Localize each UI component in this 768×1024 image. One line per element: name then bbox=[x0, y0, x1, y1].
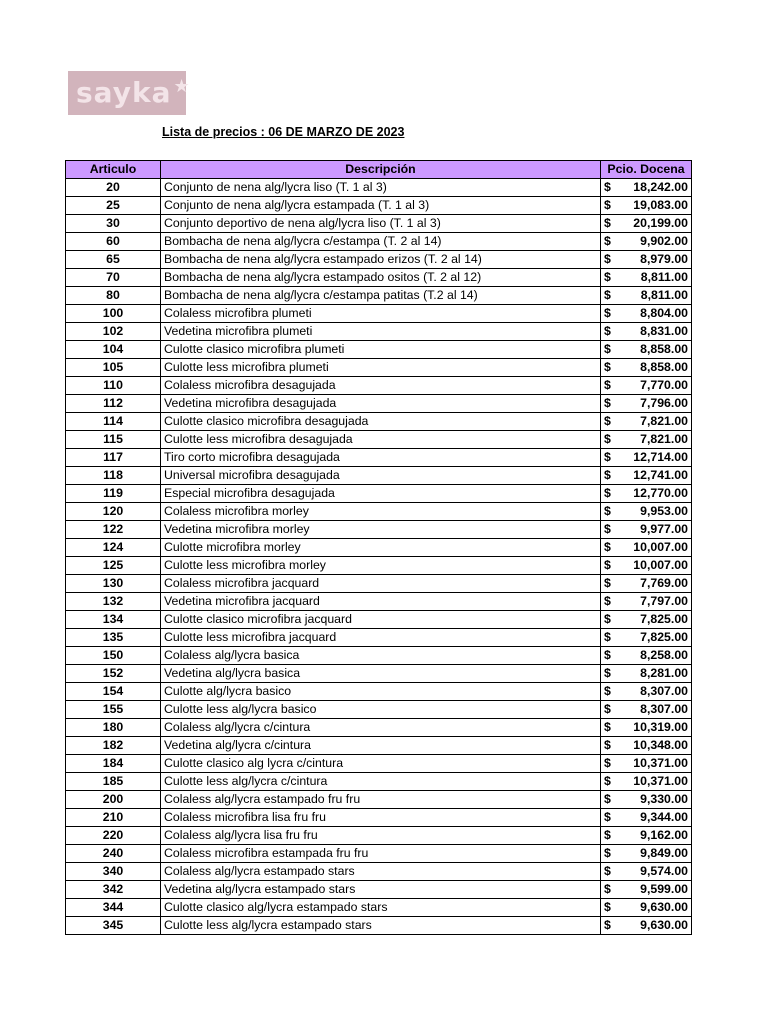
article-cell: 100 bbox=[66, 305, 161, 323]
star-icon: ★ bbox=[173, 75, 190, 96]
article-cell: 60 bbox=[66, 233, 161, 251]
table-row bbox=[66, 719, 692, 737]
article-cell: 80 bbox=[66, 287, 161, 305]
price-cell bbox=[601, 467, 692, 485]
currency-symbol: $ bbox=[604, 882, 611, 896]
price-amount: 8,831.00 bbox=[640, 324, 688, 338]
price-table bbox=[65, 160, 692, 935]
table-row bbox=[66, 467, 692, 485]
table-row bbox=[66, 413, 692, 431]
brand-logo bbox=[68, 71, 190, 115]
currency-symbol: $ bbox=[604, 918, 611, 932]
price-amount: 12,741.00 bbox=[633, 468, 688, 482]
table-row bbox=[66, 539, 692, 557]
price-cell bbox=[601, 683, 692, 701]
table-row bbox=[66, 179, 692, 197]
price-cell bbox=[601, 719, 692, 737]
currency-symbol: $ bbox=[604, 450, 611, 464]
currency-symbol: $ bbox=[604, 360, 611, 374]
article-cell: 25 bbox=[66, 197, 161, 215]
article-cell: 130 bbox=[66, 575, 161, 593]
price-cell bbox=[601, 431, 692, 449]
table-body bbox=[66, 179, 692, 935]
article-cell: 240 bbox=[66, 845, 161, 863]
price-cell bbox=[601, 665, 692, 683]
description-cell: Colaless alg/lycra estampado stars bbox=[161, 863, 601, 881]
article-cell: 344 bbox=[66, 899, 161, 917]
price-cell bbox=[601, 737, 692, 755]
description-cell: Vedetina microfibra plumeti bbox=[161, 323, 601, 341]
price-amount: 12,770.00 bbox=[633, 486, 688, 500]
price-cell bbox=[601, 809, 692, 827]
currency-symbol: $ bbox=[604, 702, 611, 716]
table-row bbox=[66, 737, 692, 755]
article-cell: 105 bbox=[66, 359, 161, 377]
article-cell: 122 bbox=[66, 521, 161, 539]
price-cell bbox=[601, 575, 692, 593]
description-cell: Culotte less microfibra morley bbox=[161, 557, 601, 575]
price-cell bbox=[601, 773, 692, 791]
price-amount: 8,811.00 bbox=[640, 288, 688, 302]
article-cell: 220 bbox=[66, 827, 161, 845]
price-cell bbox=[601, 395, 692, 413]
article-cell: 184 bbox=[66, 755, 161, 773]
description-cell: Tiro corto microfibra desagujada bbox=[161, 449, 601, 467]
article-cell: 115 bbox=[66, 431, 161, 449]
price-cell bbox=[601, 503, 692, 521]
price-cell bbox=[601, 845, 692, 863]
table-row bbox=[66, 287, 692, 305]
price-amount: 10,371.00 bbox=[633, 774, 688, 788]
currency-symbol: $ bbox=[604, 414, 611, 428]
description-cell: Colaless microfibra estampada fru fru bbox=[161, 845, 601, 863]
currency-symbol: $ bbox=[604, 828, 611, 842]
price-cell bbox=[601, 449, 692, 467]
price-cell bbox=[601, 233, 692, 251]
price-cell bbox=[601, 251, 692, 269]
table-row bbox=[66, 701, 692, 719]
table-row bbox=[66, 629, 692, 647]
table-row bbox=[66, 899, 692, 917]
price-cell bbox=[601, 881, 692, 899]
table-row bbox=[66, 215, 692, 233]
price-amount: 9,330.00 bbox=[640, 792, 688, 806]
currency-symbol: $ bbox=[604, 306, 611, 320]
currency-symbol: $ bbox=[604, 216, 611, 230]
currency-symbol: $ bbox=[604, 612, 611, 626]
article-cell: 180 bbox=[66, 719, 161, 737]
description-cell: Colaless microfibra lisa fru fru bbox=[161, 809, 601, 827]
currency-symbol: $ bbox=[604, 504, 611, 518]
currency-symbol: $ bbox=[604, 432, 611, 446]
price-amount: 7,825.00 bbox=[640, 630, 688, 644]
price-cell bbox=[601, 197, 692, 215]
price-amount: 18,242.00 bbox=[633, 180, 688, 194]
currency-symbol: $ bbox=[604, 252, 611, 266]
price-amount: 9,630.00 bbox=[640, 900, 688, 914]
table-row bbox=[66, 323, 692, 341]
table-row bbox=[66, 233, 692, 251]
price-cell bbox=[601, 359, 692, 377]
article-cell: 112 bbox=[66, 395, 161, 413]
description-cell: Culotte less microfibra desagujada bbox=[161, 431, 601, 449]
price-cell bbox=[601, 593, 692, 611]
currency-symbol: $ bbox=[604, 774, 611, 788]
currency-symbol: $ bbox=[604, 180, 611, 194]
description-cell: Colaless alg/lycra basica bbox=[161, 647, 601, 665]
table-row bbox=[66, 503, 692, 521]
table-row bbox=[66, 557, 692, 575]
article-cell: 125 bbox=[66, 557, 161, 575]
description-cell: Conjunto de nena alg/lycra estampada (T. 1 al 3) bbox=[161, 197, 601, 215]
description-cell: Colaless microfibra morley bbox=[161, 503, 601, 521]
article-cell: 134 bbox=[66, 611, 161, 629]
article-cell: 119 bbox=[66, 485, 161, 503]
table-row bbox=[66, 485, 692, 503]
price-amount: 7,797.00 bbox=[640, 594, 688, 608]
currency-symbol: $ bbox=[604, 594, 611, 608]
price-cell bbox=[601, 647, 692, 665]
price-cell bbox=[601, 557, 692, 575]
description-cell: Culotte microfibra morley bbox=[161, 539, 601, 557]
price-amount: 9,599.00 bbox=[640, 882, 688, 896]
table-row bbox=[66, 251, 692, 269]
table-row bbox=[66, 431, 692, 449]
table-row bbox=[66, 917, 692, 935]
article-cell: 345 bbox=[66, 917, 161, 935]
price-amount: 19,083.00 bbox=[633, 198, 688, 212]
table-row bbox=[66, 305, 692, 323]
table-row bbox=[66, 881, 692, 899]
price-cell bbox=[601, 287, 692, 305]
price-amount: 7,821.00 bbox=[640, 414, 688, 428]
table-row bbox=[66, 809, 692, 827]
table-header-row bbox=[66, 161, 692, 179]
currency-symbol: $ bbox=[604, 486, 611, 500]
description-cell: Culotte clasico alg/lycra estampado stars bbox=[161, 899, 601, 917]
description-cell: Vedetina microfibra desagujada bbox=[161, 395, 601, 413]
article-cell: 114 bbox=[66, 413, 161, 431]
description-cell: Culotte alg/lycra basico bbox=[161, 683, 601, 701]
page-title: Lista de precios : 06 DE MARZO DE 2023 bbox=[162, 125, 405, 139]
article-cell: 340 bbox=[66, 863, 161, 881]
table-row bbox=[66, 647, 692, 665]
price-cell bbox=[601, 701, 692, 719]
price-amount: 9,902.00 bbox=[640, 234, 688, 248]
price-cell bbox=[601, 341, 692, 359]
currency-symbol: $ bbox=[604, 270, 611, 284]
description-cell: Culotte less alg/lycra estampado stars bbox=[161, 917, 601, 935]
description-cell: Universal microfibra desagujada bbox=[161, 467, 601, 485]
price-amount: 9,630.00 bbox=[640, 918, 688, 932]
price-amount: 20,199.00 bbox=[633, 216, 688, 230]
table-row bbox=[66, 359, 692, 377]
description-cell: Culotte clasico alg lycra c/cintura bbox=[161, 755, 601, 773]
table-row bbox=[66, 377, 692, 395]
price-amount: 8,804.00 bbox=[640, 306, 688, 320]
description-cell: Culotte less alg/lycra basico bbox=[161, 701, 601, 719]
price-cell bbox=[601, 863, 692, 881]
description-cell: Bombacha de nena alg/lycra estampado erizos (T. 2 al 14) bbox=[161, 251, 601, 269]
article-cell: 65 bbox=[66, 251, 161, 269]
description-cell: Conjunto de nena alg/lycra liso (T. 1 al 3) bbox=[161, 179, 601, 197]
article-cell: 152 bbox=[66, 665, 161, 683]
description-cell: Vedetina alg/lycra c/cintura bbox=[161, 737, 601, 755]
price-amount: 8,858.00 bbox=[640, 342, 688, 356]
article-cell: 124 bbox=[66, 539, 161, 557]
price-amount: 9,849.00 bbox=[640, 846, 688, 860]
price-cell bbox=[601, 521, 692, 539]
description-cell: Culotte less alg/lycra c/cintura bbox=[161, 773, 601, 791]
currency-symbol: $ bbox=[604, 324, 611, 338]
currency-symbol: $ bbox=[604, 756, 611, 770]
article-cell: 70 bbox=[66, 269, 161, 287]
description-cell: Culotte clasico microfibra desagujada bbox=[161, 413, 601, 431]
price-cell bbox=[601, 305, 692, 323]
table-row bbox=[66, 395, 692, 413]
currency-symbol: $ bbox=[604, 792, 611, 806]
currency-symbol: $ bbox=[604, 468, 611, 482]
currency-symbol: $ bbox=[604, 846, 611, 860]
table-row bbox=[66, 665, 692, 683]
price-amount: 9,162.00 bbox=[640, 828, 688, 842]
price-amount: 7,770.00 bbox=[640, 378, 688, 392]
table-row bbox=[66, 611, 692, 629]
currency-symbol: $ bbox=[604, 630, 611, 644]
price-amount: 7,796.00 bbox=[640, 396, 688, 410]
table-row bbox=[66, 593, 692, 611]
table-row bbox=[66, 449, 692, 467]
currency-symbol: $ bbox=[604, 864, 611, 878]
currency-symbol: $ bbox=[604, 288, 611, 302]
price-cell bbox=[601, 179, 692, 197]
currency-symbol: $ bbox=[604, 396, 611, 410]
price-amount: 9,574.00 bbox=[640, 864, 688, 878]
price-amount: 7,821.00 bbox=[640, 432, 688, 446]
table-row bbox=[66, 521, 692, 539]
price-cell bbox=[601, 413, 692, 431]
description-cell: Culotte clasico microfibra plumeti bbox=[161, 341, 601, 359]
price-cell bbox=[601, 611, 692, 629]
article-cell: 342 bbox=[66, 881, 161, 899]
article-cell: 132 bbox=[66, 593, 161, 611]
article-cell: 200 bbox=[66, 791, 161, 809]
price-amount: 10,348.00 bbox=[633, 738, 688, 752]
article-cell: 135 bbox=[66, 629, 161, 647]
table-row bbox=[66, 827, 692, 845]
article-cell: 30 bbox=[66, 215, 161, 233]
description-cell: Bombacha de nena alg/lycra estampado ositos (T. 2 al 12) bbox=[161, 269, 601, 287]
article-cell: 118 bbox=[66, 467, 161, 485]
currency-symbol: $ bbox=[604, 198, 611, 212]
header-precio: Pcio. Docena bbox=[601, 161, 692, 179]
table-row bbox=[66, 683, 692, 701]
currency-symbol: $ bbox=[604, 666, 611, 680]
article-cell: 185 bbox=[66, 773, 161, 791]
price-cell bbox=[601, 827, 692, 845]
article-cell: 20 bbox=[66, 179, 161, 197]
currency-symbol: $ bbox=[604, 378, 611, 392]
price-cell bbox=[601, 485, 692, 503]
price-cell bbox=[601, 629, 692, 647]
description-cell: Colaless microfibra jacquard bbox=[161, 575, 601, 593]
article-cell: 117 bbox=[66, 449, 161, 467]
description-cell: Bombacha de nena alg/lycra c/estampa patitas (T.2 al 14) bbox=[161, 287, 601, 305]
article-cell: 182 bbox=[66, 737, 161, 755]
description-cell: Vedetina alg/lycra estampado stars bbox=[161, 881, 601, 899]
description-cell: Colaless alg/lycra lisa fru fru bbox=[161, 827, 601, 845]
table-row bbox=[66, 197, 692, 215]
currency-symbol: $ bbox=[604, 810, 611, 824]
table-row bbox=[66, 773, 692, 791]
description-cell: Culotte less microfibra plumeti bbox=[161, 359, 601, 377]
article-cell: 154 bbox=[66, 683, 161, 701]
description-cell: Culotte less microfibra jacquard bbox=[161, 629, 601, 647]
table-row bbox=[66, 341, 692, 359]
description-cell: Vedetina alg/lycra basica bbox=[161, 665, 601, 683]
price-amount: 7,769.00 bbox=[640, 576, 688, 590]
description-cell: Colaless microfibra plumeti bbox=[161, 305, 601, 323]
price-amount: 9,953.00 bbox=[640, 504, 688, 518]
currency-symbol: $ bbox=[604, 900, 611, 914]
description-cell: Culotte clasico microfibra jacquard bbox=[161, 611, 601, 629]
currency-symbol: $ bbox=[604, 738, 611, 752]
price-cell bbox=[601, 917, 692, 935]
price-amount: 8,307.00 bbox=[640, 702, 688, 716]
currency-symbol: $ bbox=[604, 684, 611, 698]
currency-symbol: $ bbox=[604, 576, 611, 590]
header-articulo: Articulo bbox=[66, 161, 161, 179]
price-cell bbox=[601, 215, 692, 233]
currency-symbol: $ bbox=[604, 234, 611, 248]
price-amount: 10,371.00 bbox=[633, 756, 688, 770]
description-cell: Colaless alg/lycra c/cintura bbox=[161, 719, 601, 737]
description-cell: Vedetina microfibra jacquard bbox=[161, 593, 601, 611]
currency-symbol: $ bbox=[604, 558, 611, 572]
price-amount: 10,319.00 bbox=[633, 720, 688, 734]
price-cell bbox=[601, 539, 692, 557]
article-cell: 155 bbox=[66, 701, 161, 719]
currency-symbol: $ bbox=[604, 720, 611, 734]
description-cell: Bombacha de nena alg/lycra c/estampa (T. 2 al 14) bbox=[161, 233, 601, 251]
description-cell: Vedetina microfibra morley bbox=[161, 521, 601, 539]
currency-symbol: $ bbox=[604, 648, 611, 662]
price-amount: 8,307.00 bbox=[640, 684, 688, 698]
price-amount: 10,007.00 bbox=[633, 558, 688, 572]
price-cell bbox=[601, 899, 692, 917]
description-cell: Conjunto deportivo de nena alg/lycra liso (T. 1 al 3) bbox=[161, 215, 601, 233]
table-row bbox=[66, 845, 692, 863]
article-cell: 210 bbox=[66, 809, 161, 827]
brand-logo-text: sayka bbox=[76, 76, 172, 109]
table-row bbox=[66, 863, 692, 881]
table-row bbox=[66, 269, 692, 287]
price-amount: 9,977.00 bbox=[640, 522, 688, 536]
currency-symbol: $ bbox=[604, 342, 611, 356]
article-cell: 150 bbox=[66, 647, 161, 665]
price-amount: 8,281.00 bbox=[640, 666, 688, 680]
price-cell bbox=[601, 323, 692, 341]
price-amount: 9,344.00 bbox=[640, 810, 688, 824]
price-cell bbox=[601, 791, 692, 809]
description-cell: Colaless microfibra desagujada bbox=[161, 377, 601, 395]
description-cell: Colaless alg/lycra estampado fru fru bbox=[161, 791, 601, 809]
article-cell: 110 bbox=[66, 377, 161, 395]
description-cell: Especial microfibra desagujada bbox=[161, 485, 601, 503]
price-amount: 8,258.00 bbox=[640, 648, 688, 662]
price-cell bbox=[601, 269, 692, 287]
article-cell: 102 bbox=[66, 323, 161, 341]
price-cell bbox=[601, 377, 692, 395]
currency-symbol: $ bbox=[604, 522, 611, 536]
table-row bbox=[66, 755, 692, 773]
table-row bbox=[66, 575, 692, 593]
table-row bbox=[66, 791, 692, 809]
currency-symbol: $ bbox=[604, 540, 611, 554]
price-amount: 8,979.00 bbox=[640, 252, 688, 266]
price-amount: 12,714.00 bbox=[633, 450, 688, 464]
article-cell: 120 bbox=[66, 503, 161, 521]
header-descripcion: Descripción bbox=[161, 161, 601, 179]
price-amount: 8,811.00 bbox=[640, 270, 688, 284]
price-amount: 8,858.00 bbox=[640, 360, 688, 374]
article-cell: 104 bbox=[66, 341, 161, 359]
price-cell bbox=[601, 755, 692, 773]
price-amount: 10,007.00 bbox=[633, 540, 688, 554]
price-amount: 7,825.00 bbox=[640, 612, 688, 626]
